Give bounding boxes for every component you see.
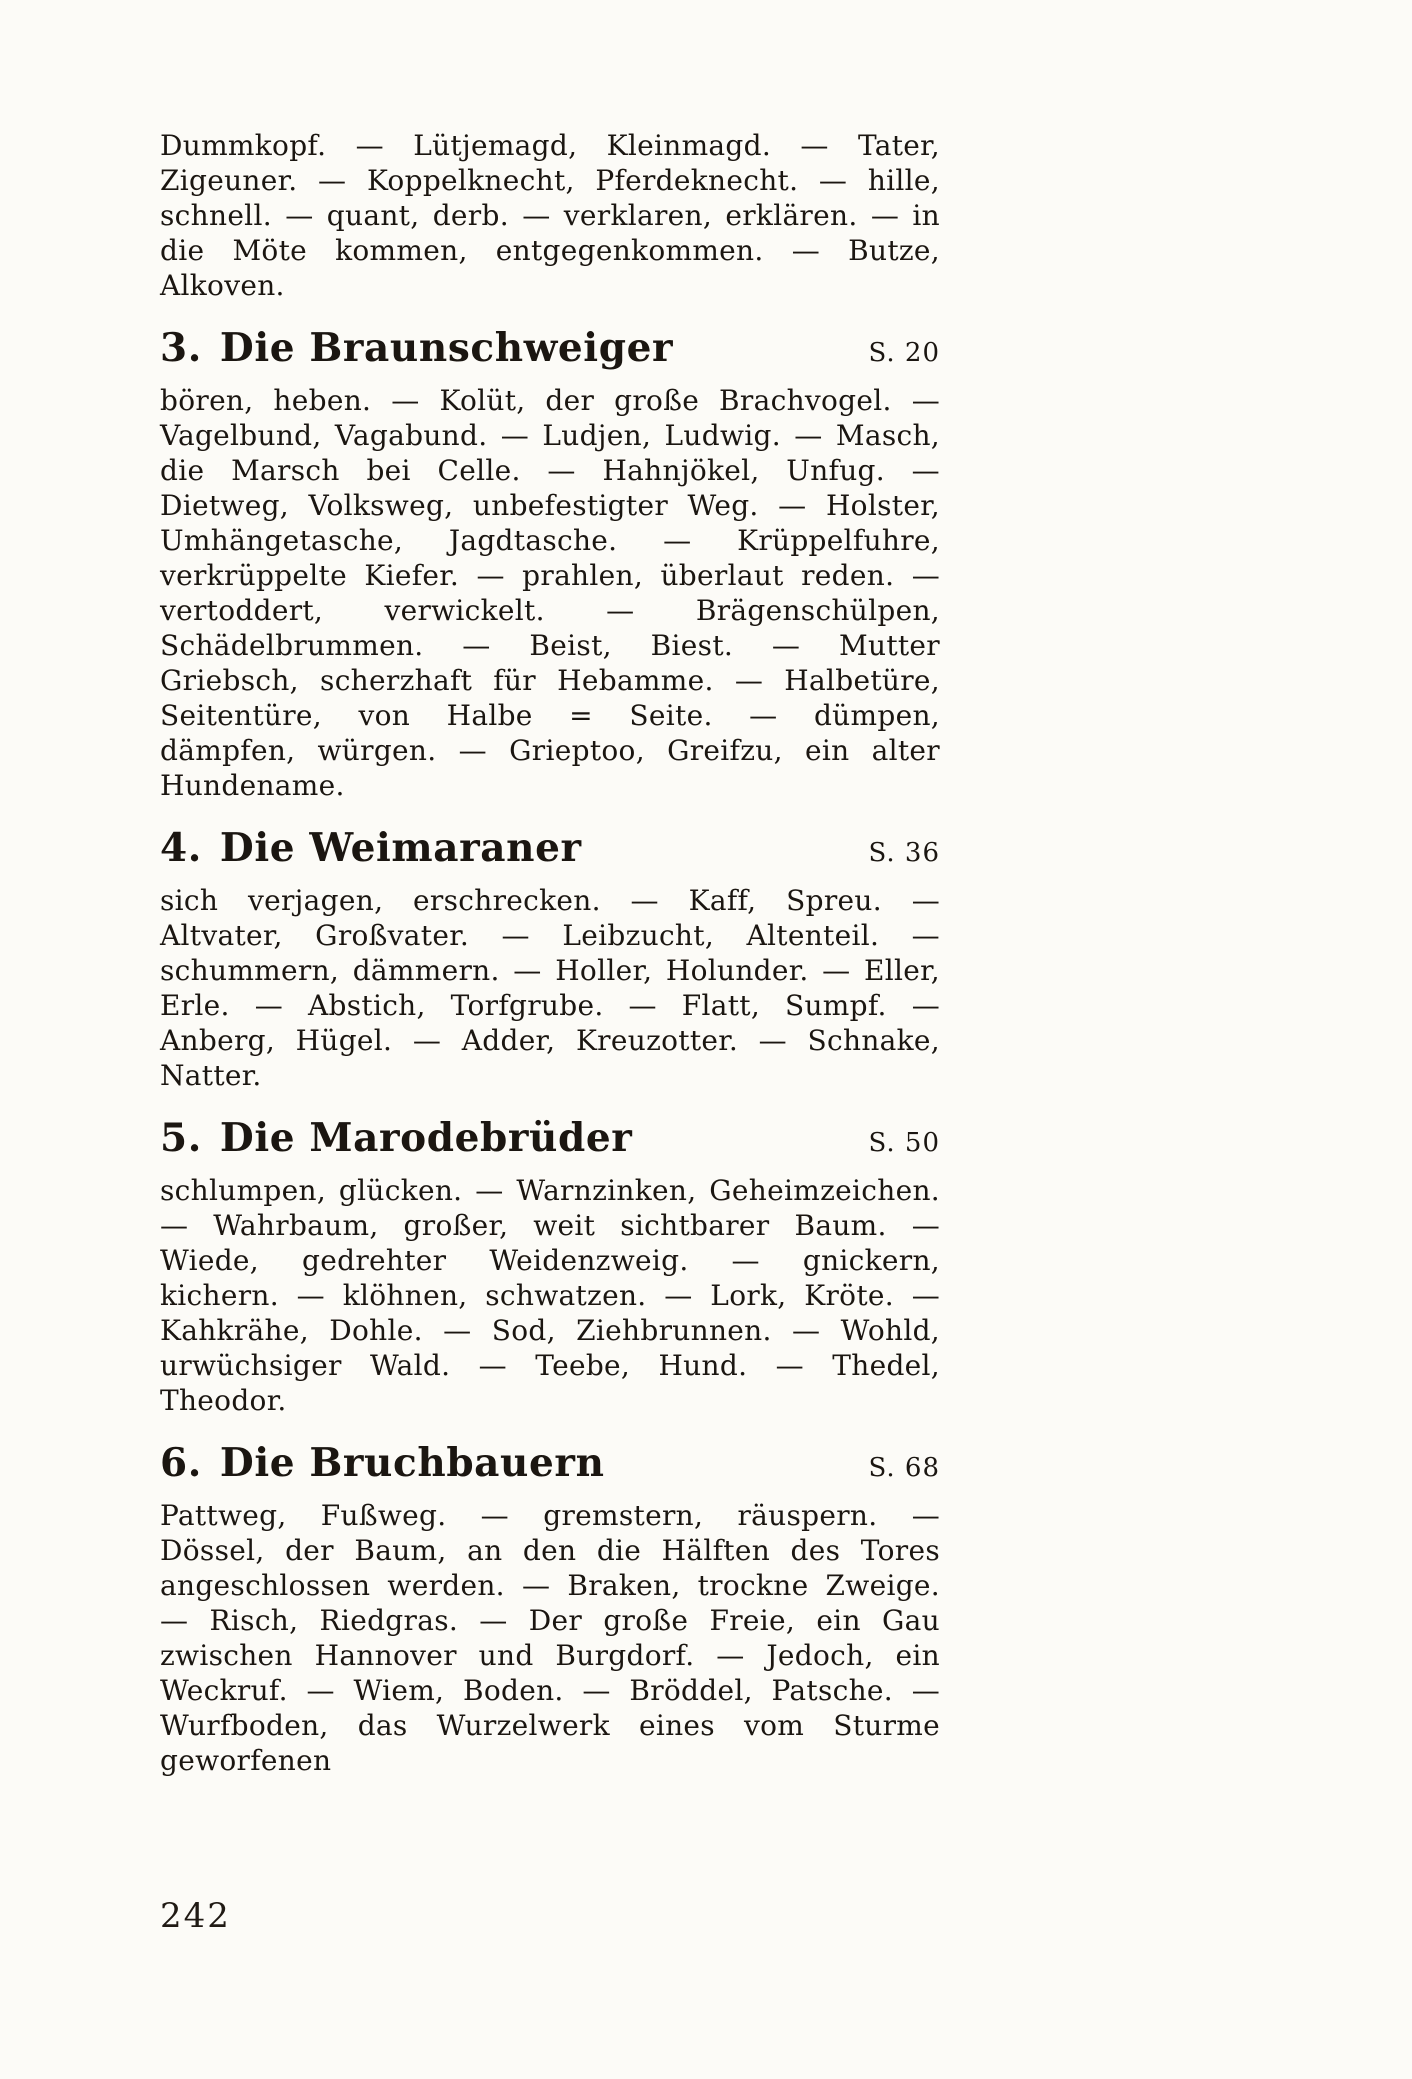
section-body-3: bören, heben. — Kolüt, der große Brachvogel. — Vagelbund, Vagabund. — Ludjen, Ludwig. — Masch, die Marsch bei Celle. — Hahnjökel, Unfug. — Dietweg, Volksweg, unbefestigter Weg. — Holster, Umhängetasche, Jagdtasche. — Krüppelfuhre, verkrüppelte Kiefer. — prahlen, überlaut reden. — vertoddert, verwickelt. — Brägenschülpen, Schädelbrummen. — Beist, Biest. — Mutter Griebsch, scherzhaft für Hebamme. — Halbetüre, Seitentüre, von Halbe = Seite. — dümpen, dämpfen, würgen. — Grieptoo, Greifzu, ein alter Hundename. <box>160 384 940 802</box>
section-heading-4 <box>160 825 940 871</box>
section-page-ref: S. 36 <box>868 838 940 868</box>
section-title-text: Die Weimaraner <box>219 825 582 871</box>
page-number: 242 <box>160 1896 231 1936</box>
section-number: 6. <box>160 1440 202 1486</box>
section-page-ref: S. 68 <box>868 1453 940 1483</box>
section-title-text: Die Marodebrüder <box>219 1115 633 1161</box>
section-heading-6 <box>160 1440 940 1486</box>
section-heading-5 <box>160 1115 940 1161</box>
section-title-5 <box>160 1115 632 1161</box>
section-title-3 <box>160 325 673 371</box>
section-title-text: Die Bruchbauern <box>219 1440 605 1486</box>
glossary-continuation-paragraph: Dummkopf. — Lütjemagd, Kleinmagd. — Tater, Zigeuner. — Koppelknecht, Pferdeknecht. — hille, schnell. — quant, derb. — verklaren, erklären. — in die Möte kommen, entgegenkommen. — Butze, Alkoven. <box>160 129 940 302</box>
section-number: 3. <box>160 325 202 371</box>
section-title-text: Die Braunschweiger <box>219 325 674 371</box>
section-page-ref: S. 20 <box>868 338 940 368</box>
section-number: 5. <box>160 1115 202 1161</box>
section-body-5: schlumpen, glücken. — Warnzinken, Geheimzeichen. — Wahrbaum, großer, weit sichtbarer Baum. — Wiede, gedrehter Weidenzweig. — gnickern, kichern. — klöhnen, schwatzen. — Lork, Kröte. — Kahkrähe, Dohle. — Sod, Ziehbrunnen. — Wohld, urwüchsiger Wald. — Teebe, Hund. — Thedel, Theodor. <box>160 1174 940 1417</box>
section-title-6 <box>160 1440 605 1486</box>
section-title-4 <box>160 825 582 871</box>
section-number: 4. <box>160 825 202 871</box>
text-block <box>160 128 940 1782</box>
section-page-ref: S. 50 <box>868 1128 940 1158</box>
section-body-4: sich verjagen, erschrecken. — Kaff, Spreu. — Altvater, Großvater. — Leibzucht, Altenteil. — schummern, dämmern. — Holler, Holunder. — Eller, Erle. — Abstich, Torfgrube. — Flatt, Sumpf. — Anberg, Hügel. — Adder, Kreuzotter. — Schnake, Natter. <box>160 884 940 1092</box>
section-heading-3 <box>160 325 940 371</box>
section-body-6: Pattweg, Fußweg. — gremstern, räuspern. — Dössel, der Baum, an den die Hälften des Tores angeschlossen werden. — Braken, trockne Zweige. — Risch, Riedgras. — Der große Freie, ein Gau zwischen Hannover und Burgdorf. — Jedoch, ein Weckruf. — Wiem, Boden. — Bröddel, Patsche. — Wurfboden, das Wurzelwerk eines vom Sturme geworfenen <box>160 1499 940 1777</box>
